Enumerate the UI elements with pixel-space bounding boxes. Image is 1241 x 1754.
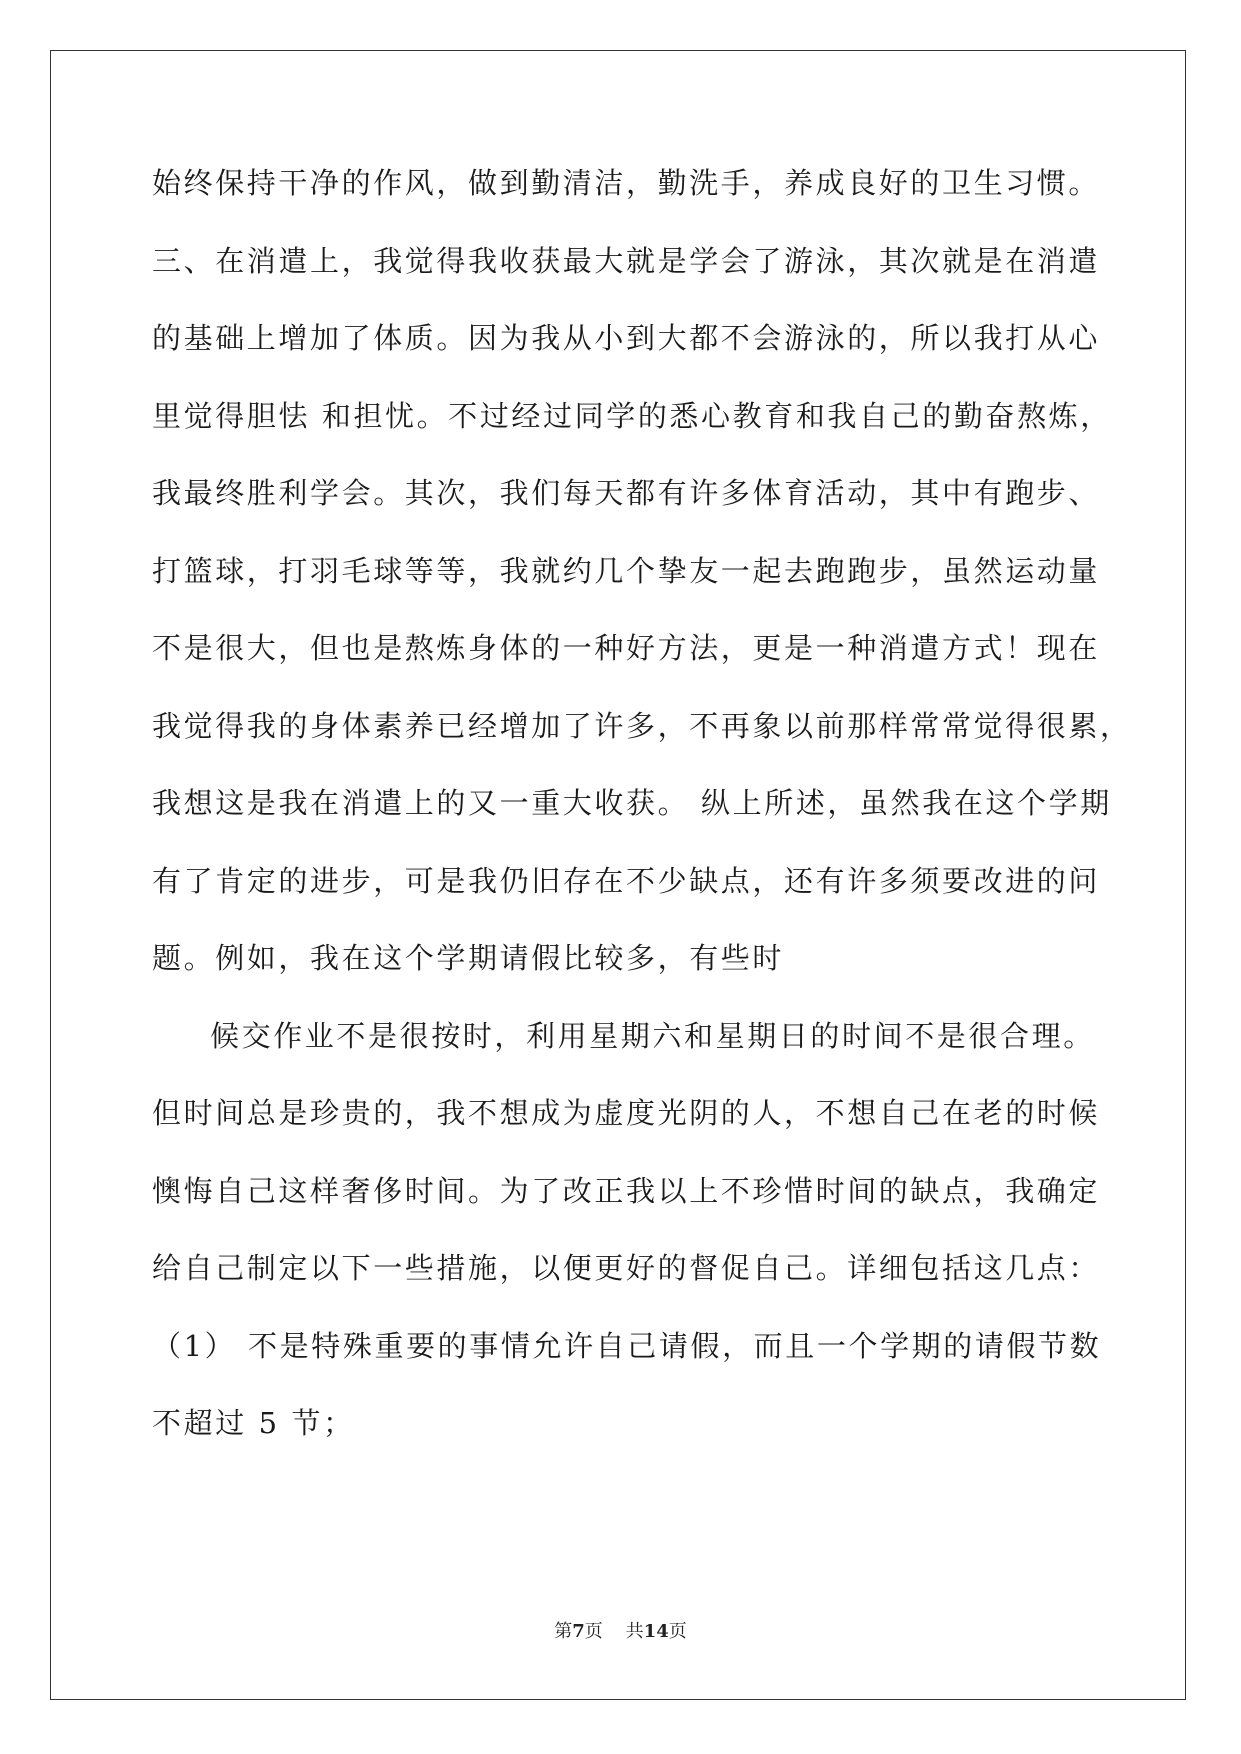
text-line: 我最终胜利学会。其次，我们每天都有许多体育活动，其中有跑步、: [152, 476, 1101, 510]
footer-prefix: 第: [554, 1621, 573, 1642]
text-line: 但时间总是珍贵的，我不想成为虚度光阴的人，不想自己在老的时候: [152, 1096, 1101, 1130]
footer-middle: 页 共: [584, 1621, 644, 1642]
list-item-line: （1） 不是特殊重要的事情允许自己请假，而且一个学期的请假节数: [152, 1328, 1102, 1363]
text-line: 题。例如，我在这个学期请假比较多，有些时: [152, 941, 785, 975]
footer-suffix: 页: [668, 1621, 687, 1642]
text-line: 始终保持干净的作风，做到勤清洁，勤洗手，养成良好的卫生习惯。: [152, 166, 1101, 200]
text-line: 的基础上增加了体质。因为我从小到大都不会游泳的，所以我打从心: [152, 321, 1101, 355]
current-page-number: 7: [572, 1621, 585, 1642]
page-footer: [0, 1617, 1241, 1643]
document-body: [152, 158, 1132, 1476]
text-line: 我想这是我在消遣上的又一重大收获。 纵上所述，虽然我在这个学期: [152, 786, 1112, 820]
text-line: 打篮球，打羽毛球等等，我就约几个挚友一起去跑跑步，虽然运动量: [152, 553, 1101, 588]
text-line: 我觉得我的身体素养已经增加了许多，不再象以前那样常常觉得很累，: [152, 708, 1132, 743]
text-line: 不超过 5 节；: [152, 1406, 355, 1440]
total-pages-number: 14: [643, 1621, 669, 1642]
text-line: 三、在消遣上，我觉得我收获最大就是学会了游泳，其次就是在消遣: [152, 243, 1101, 278]
text-line: 里觉得胆怯 和担忧。不过经过同学的悉心教育和我自己的勤奋熬炼，: [152, 398, 1112, 433]
text-line: 给自己制定以下一些措施，以便更好的督促自己。详细包括这几点：: [152, 1251, 1101, 1285]
text-line: 有了肯定的进步，可是我仍旧存在不少缺点，还有许多须要改进的问: [152, 863, 1101, 898]
text-line: 懊悔自己这样奢侈时间。为了改正我以上不珍惜时间的缺点，我确定: [152, 1173, 1101, 1208]
text-line: 不是很大，但也是熬炼身体的一种好方法，更是一种消遣方式！现在: [152, 631, 1101, 665]
paragraph-start-line: 候交作业不是很按时，利用星期六和星期日的时间不是很合理。: [210, 1018, 1095, 1053]
